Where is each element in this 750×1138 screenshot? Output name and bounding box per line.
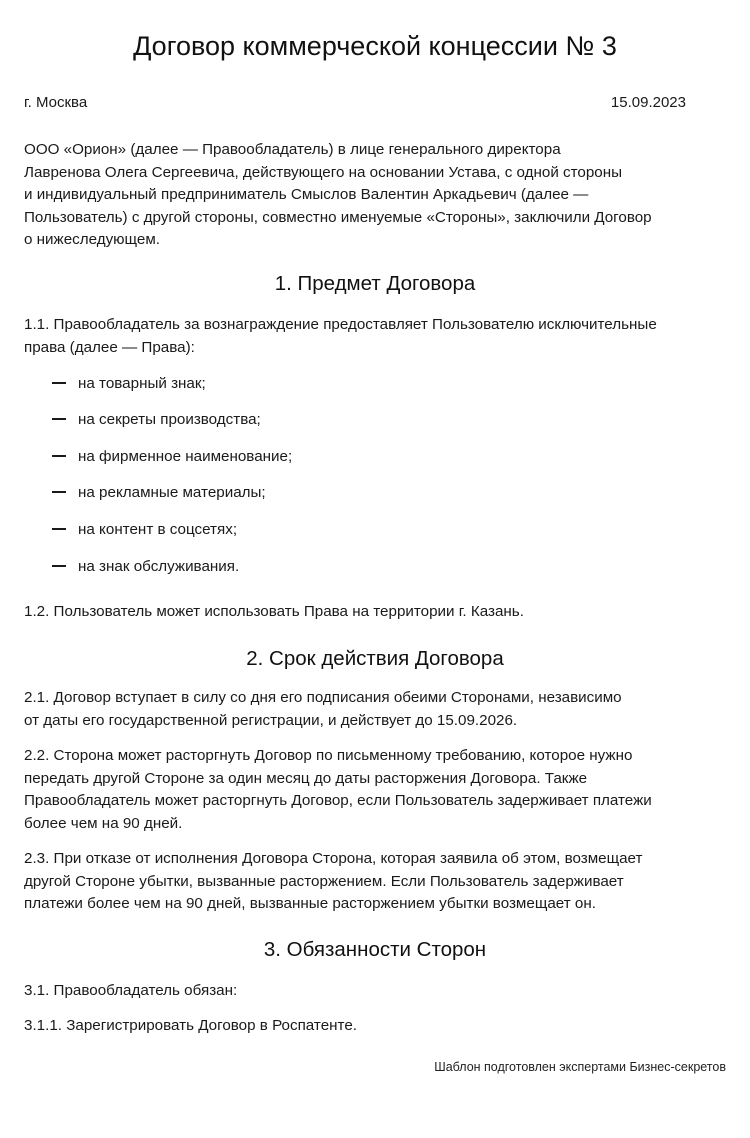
section-heading-2: 2. Срок действия Договора <box>246 647 504 670</box>
clause-line: более чем на 90 дней. <box>24 814 183 832</box>
dash-bullet-icon <box>52 528 66 530</box>
list-item-text: на контент в соцсетях; <box>78 521 238 538</box>
clause-2-3 <box>24 848 724 916</box>
dash-bullet-icon <box>52 418 66 420</box>
list-item-text: на товарный знак; <box>78 375 206 392</box>
dash-bullet-icon <box>52 455 66 457</box>
clause-2-1 <box>24 687 724 732</box>
rights-list-item <box>52 482 266 504</box>
list-item-text: на рекламные материалы; <box>78 484 266 501</box>
clause-line: 2.1. Договор вступает в силу со дня его подписания обеими Сторонами, независимо <box>24 689 622 706</box>
dash-bullet-icon <box>52 565 66 567</box>
clause-line: другой Стороне убытки, вызванные расторжением. Если Пользователь задерживает <box>24 872 624 890</box>
clause-2-2 <box>24 745 724 835</box>
section-heading-1: 1. Предмет Договора <box>274 272 476 295</box>
dash-bullet-icon <box>52 491 66 493</box>
clause-line: права (далее — Права): <box>24 338 195 356</box>
clause-line: передать другой Стороне за один месяц до даты расторжения Договора. Также <box>24 769 588 787</box>
clause-line: 2.3. При отказе от исполнения Договора Сторона, которая заявила об этом, возмещает <box>24 850 643 867</box>
template-credit: Шаблон подготовлен экспертами Бизнес-секретов <box>434 1060 726 1074</box>
section-heading-3: 3. Обязанности Сторон <box>263 938 487 961</box>
clause-line: 1.2. Пользователь может использовать Права на территории г. Казань. <box>24 603 524 620</box>
preamble <box>24 139 724 252</box>
document-title: Договор коммерческой концессии № 3 <box>133 31 617 61</box>
preamble-line: Лавренова Олега Сергеевича, действующего на основании Устава, с одной стороны <box>24 163 623 181</box>
clause-1-2 <box>24 601 724 624</box>
preamble-line: и индивидуальный предприниматель Смыслов Валентин Аркадьевич (далее — <box>24 186 589 203</box>
rights-list-item <box>52 556 239 578</box>
clause-line: 1.1. Правообладатель за вознаграждение предоставляет Пользователю исключительные <box>24 316 657 333</box>
rights-list-item <box>52 373 206 395</box>
clause-line: Правообладатель может расторгнуть Договор, если Пользователь задерживает платежи <box>24 792 652 809</box>
list-item-text: на знак обслуживания. <box>78 558 240 575</box>
clause-3-1 <box>24 980 724 1003</box>
clause-1-1 <box>24 314 724 359</box>
clause-3-1-1 <box>24 1015 724 1038</box>
list-item-text: на секреты производства; <box>78 411 261 428</box>
preamble-line: о нижеследующем. <box>24 231 160 248</box>
rights-list-item <box>52 519 237 541</box>
clause-line: 3.1.1. Зарегистрировать Договор в Роспатенте. <box>24 1017 357 1034</box>
dash-bullet-icon <box>52 382 66 384</box>
clause-line: 2.2. Сторона может расторгнуть Договор по письменному требованию, которое нужно <box>24 747 633 764</box>
document-date: 15.09.2023 <box>610 94 686 111</box>
preamble-line: ООО «Орион» (далее — Правообладатель) в лице генерального директора <box>24 141 561 158</box>
preamble-line: Пользователь) с другой стороны, совместно именуемые «Стороны», заключили Договор <box>24 208 652 226</box>
clause-line: от даты его государственной регистрации, и действует до 15.09.2026. <box>24 711 518 729</box>
document-city: г. Москва <box>24 94 88 111</box>
rights-list-item <box>52 446 292 468</box>
clause-line: платежи более чем на 90 дней, вызванные расторжением убытки возмещает он. <box>24 895 596 912</box>
list-item-text: на фирменное наименование; <box>78 448 293 465</box>
rights-list-item <box>52 409 261 431</box>
clause-line: 3.1. Правообладатель обязан: <box>24 982 238 999</box>
